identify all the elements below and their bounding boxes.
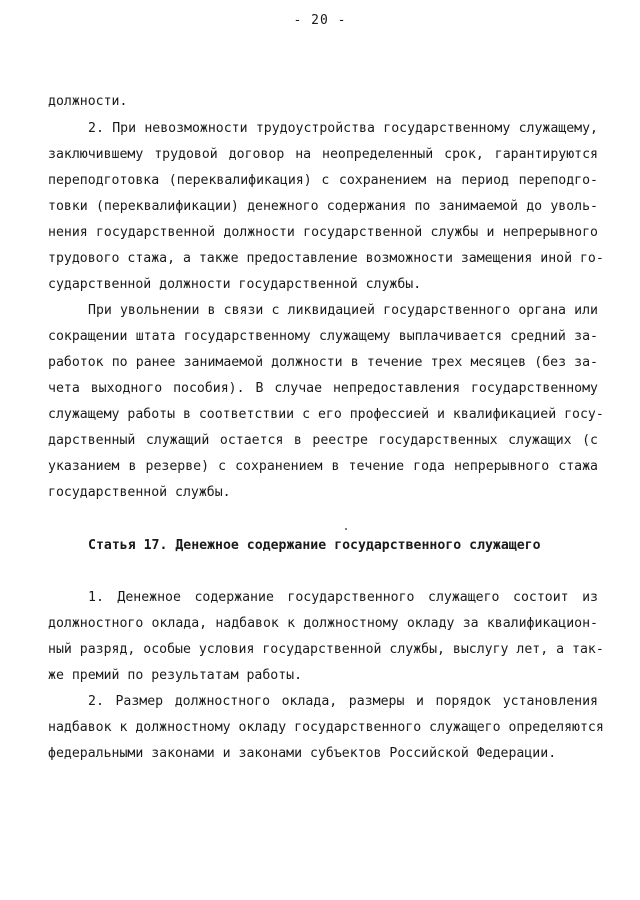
scan-speck [345,528,347,530]
text-line: 2. Размер должностного оклада, размеры и порядок установления [88,694,598,709]
text-line: надбавок к должностному окладу государственного служащего определяются [48,720,604,735]
text-line: государственной службы. [48,485,231,500]
text-line: же премий по результатам работы. [48,668,303,683]
text-line: дарственный служащий остается в реестре государственных служащих (с [48,433,598,448]
text-line: переподготовка (переквалификация) с сохранением на период переподго- [48,173,598,188]
text-line: товки (переквалификации) денежного содержания по занимаемой до уволь- [48,199,598,214]
text-line: 1. Денежное содержание государственного служащего состоит из [88,590,598,605]
text-line: 2. При невозможности трудоустройства государственному служащему, [88,121,598,136]
text-line: должностного оклада, надбавок к должностному окладу за квалификацион- [48,616,598,631]
text-line: заключившему трудовой договор на неопределенный срок, гарантируются [48,147,598,162]
text-line: работок по ранее занимаемой должности в течение трех месяцев (без за- [48,355,598,370]
text-line: служащему работы в соответствии с его профессией и квалификацией госу- [48,407,604,422]
text-line: федеральными законами и законами субъектов Российской Федерации. [48,746,557,761]
text-line: сокращении штата государственному служащему выплачивается средний за- [48,329,598,344]
text-line: ный разряд, особые условия государственной службы, выслугу лет, а так- [48,642,604,657]
text-line: При увольнении в связи с ликвидацией государственного органа или [88,303,598,318]
text-line: должности. [48,94,128,109]
text-line: нения государственной должности государственной службы и непрерывного [48,225,598,240]
text-line: трудового стажа, а также предоставление возможности замещения иной го- [48,251,604,266]
page-number: - 20 - [293,13,347,28]
text-line: сударственной должности государственной службы. [48,277,422,292]
text-line: чета выходного пособия). В случае непредоставления государственному [48,381,598,396]
article-heading: Статья 17. Денежное содержание государственного служащего [88,538,541,553]
text-line: указанием в резерве) с сохранением в течение года непрерывного стажа [48,459,598,474]
